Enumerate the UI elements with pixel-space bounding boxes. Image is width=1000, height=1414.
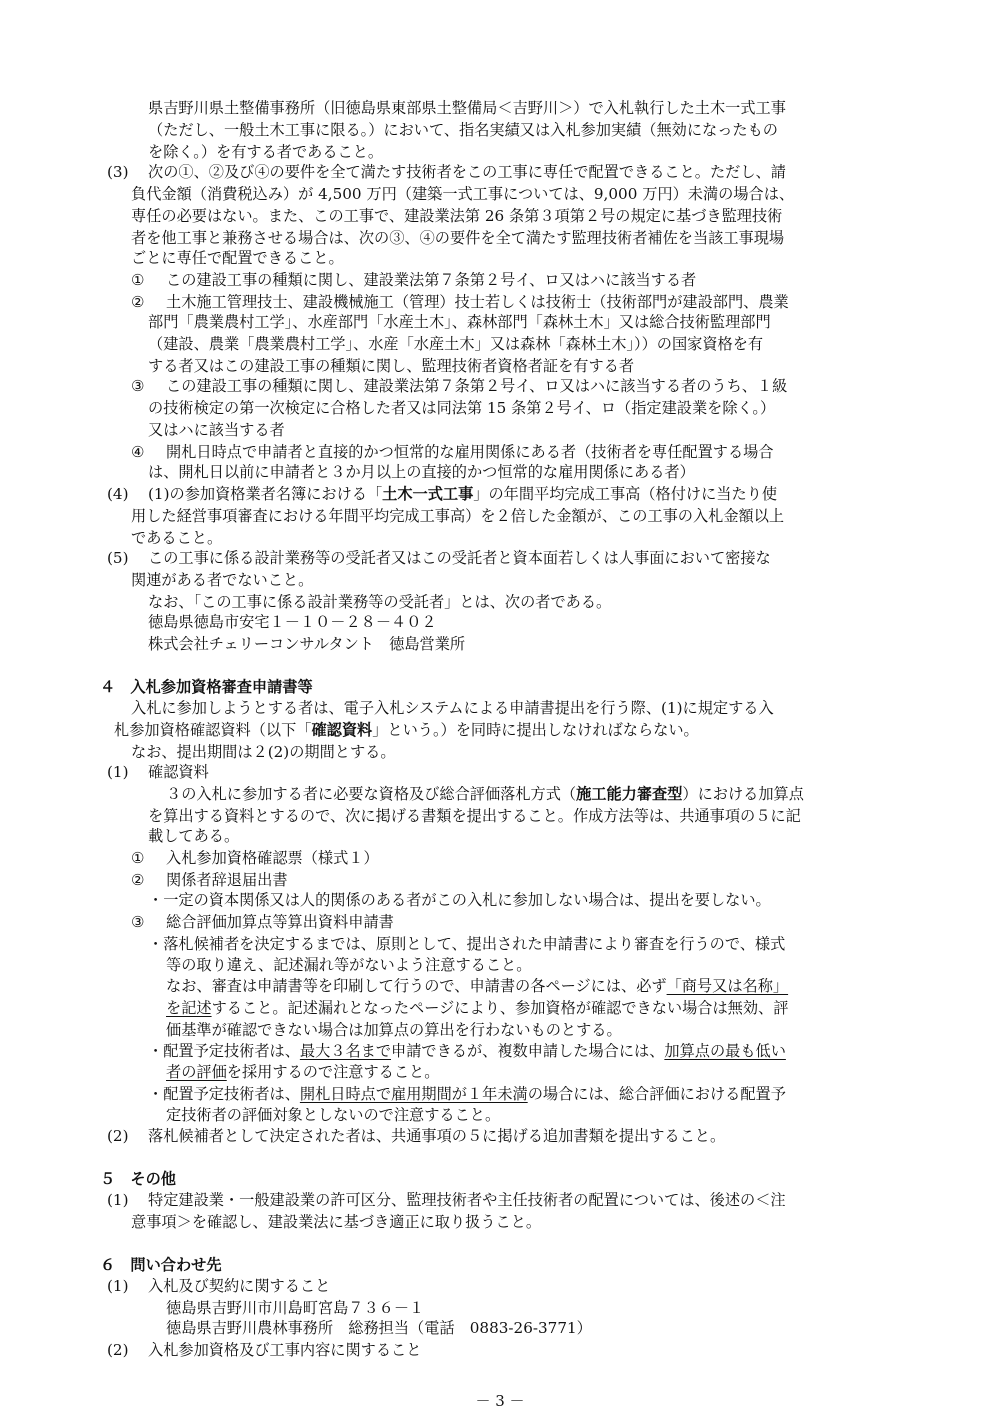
item-number: (5): [107, 549, 129, 567]
paragraph-line: 定技術者の評価対象としないので注意すること。: [166, 1106, 501, 1124]
paragraph-line: 入札参加資格確認票（様式１）: [166, 849, 379, 867]
section-heading-5: ５ その他: [100, 1170, 176, 1188]
paragraph-line: を除く。）を有する者であること。: [148, 143, 384, 161]
paragraph-line: 者を他工事と兼務させる場合は、次の③、④の要件を全て満たす監理技術者補佐を当該工事現場: [131, 229, 785, 247]
section-heading-6: ６ 問い合わせ先: [100, 1256, 222, 1274]
paragraph-line: [166, 998, 788, 1019]
paragraph-line: この建設工事の種類に関し、建設業法第７条第２号イ、ロ又はハに該当する者: [166, 271, 697, 289]
paragraph-line: を算出する資料とするので、次に掲げる書類を提出すること。作成方法等は、共通事項の５に記: [148, 807, 801, 825]
bullet-line: ・落札候補者を決定するまでは、原則として、提出された申請書により審査を行うので、様式: [148, 935, 786, 953]
text-run: を採用するので注意すること。: [226, 1063, 440, 1081]
item-number: (2): [107, 1127, 129, 1145]
text-run: 」という。）を同時に提出しなければならない。: [372, 721, 699, 739]
paragraph-line: この工事に係る設計業務等の受託者又はこの受託者と資本面若しくは人事面において密接な: [148, 549, 771, 567]
paragraph-line: ごとに専任で配置できること。: [131, 249, 344, 267]
item-number: (4): [107, 485, 129, 503]
underlined-term: を記述: [166, 999, 212, 1017]
paragraph-line: 負代金額（消費税込み）が 4,500 万円（建築一式工事については、9,000 万円）未満の場合は、: [131, 185, 795, 203]
sub-item-number: ④: [131, 443, 145, 461]
paragraph-line: 次の①、②及び④の要件を全て満たす技術者をこの工事に専任で配置できること。ただし、請: [148, 163, 786, 181]
bold-term: 施工能力審査型: [576, 785, 683, 803]
page-number: － 3 －: [475, 1392, 525, 1410]
paragraph-line: 入札参加資格及び工事内容に関すること: [148, 1341, 422, 1359]
text-run: すること。記述漏れとなったページにより、参加資格が確認できない場合は無効、評: [211, 999, 789, 1017]
underlined-term: 者の評価: [166, 1063, 227, 1081]
bullet-line: [148, 1041, 786, 1062]
bold-term: 土木一式工事: [382, 485, 474, 503]
sub-item-number: ③: [131, 377, 145, 395]
underlined-term: 最大３名まで: [299, 1042, 391, 1060]
paragraph-line: 専任の必要はない。また、この工事で、建設業法第 26 条第３項第２号の規定に基づき監理技術: [131, 207, 783, 225]
text-run: 申請できるが、複数申請した場合には、: [391, 1042, 665, 1060]
sub-item-number: ①: [131, 271, 145, 289]
section-heading-4: ４ 入札参加資格審査申請書等: [100, 678, 313, 696]
item-number: (2): [107, 1341, 129, 1359]
text-run: ）における加算点: [682, 785, 804, 803]
paragraph-line: 意事項＞を確認し、建設業法に基づき適正に取り扱うこと。: [131, 1213, 542, 1231]
paragraph-line: の技術検定の第一次検定に合格した者又は同法第 15 条第２号イ、ロ（指定建設業を除く。）: [148, 399, 776, 417]
contact-line: 徳島県吉野川農林事務所 総務担当（電話 0883-26-3771）: [166, 1319, 592, 1337]
text-run: (1)の参加資格業者名簿における「: [148, 485, 383, 503]
paragraph-line: 部門「農業農村工学」、水産部門「水産土木」、森林部門「森林土木」又は総合技術監理部門: [148, 313, 771, 331]
text-run: 」の年間平均完成工事高（格付けに当たり使: [473, 485, 778, 503]
sub-item-number: ③: [131, 913, 145, 931]
item-number: (3): [107, 163, 129, 181]
paragraph-line: なお、「この工事に係る設計業務等の受託者」とは、次の者である。: [148, 593, 612, 611]
underlined-term: 「商号又は名称」: [666, 977, 789, 995]
bullet-line: [148, 1084, 786, 1105]
paragraph-line: 入札及び契約に関すること: [148, 1277, 331, 1295]
underlined-term: 加算点の最も低い: [664, 1042, 786, 1060]
paragraph-line: なお、提出期間は２(2)の期間とする。: [131, 743, 396, 761]
bullet-line: ・一定の資本関係又は人的関係のある者がこの入札に参加しない場合は、提出を要しない。: [148, 891, 771, 909]
paragraph-line: 関係者辞退届出書: [166, 871, 288, 889]
paragraph-line: 価基準が確認できない場合は加算点の算出を行わないものとする。: [166, 1021, 622, 1039]
paragraph-line: 開札日時点で申請者と直接的かつ恒常的な雇用関係にある者（技術者を専任配置する場合: [166, 443, 774, 461]
item-number: (1): [107, 763, 129, 781]
paragraph-line: する者又はこの建設工事の種類に関し、監理技術者資格者証を有する者: [148, 357, 634, 375]
item-number: (1): [107, 1191, 129, 1209]
text-run: 札参加資格確認資料（以下「: [114, 721, 312, 739]
paragraph-line: [166, 976, 788, 997]
bold-term: 確認資料: [311, 721, 373, 739]
text-run: ・配置予定技術者は、: [148, 1042, 300, 1060]
paragraph-line: 等の取り違え、記述漏れ等がないよう注意すること。: [166, 956, 532, 974]
subsection-title: 確認資料: [148, 763, 209, 781]
paragraph-line: [166, 1062, 439, 1083]
paragraph-line: [114, 720, 699, 741]
text-run: なお、審査は申請書等を印刷して行うので、申請書の各ページには、必ず: [166, 977, 667, 995]
paragraph-line: 県吉野川県土整備事務所（旧徳島県東部県土整備局＜吉野川＞）で入札執行した土木一式工事: [148, 99, 786, 117]
company-line: 株式会社チェリーコンサルタント 徳島営業所: [148, 635, 466, 653]
paragraph-line: 土木施工管理技士、建設機械施工（管理）技士若しくは技術士（技術部門が建設部門、農業: [166, 293, 789, 311]
address-line: 徳島県吉野川市川島町宮島７３６－１: [166, 1299, 425, 1317]
sub-item-number: ②: [131, 871, 145, 889]
paragraph-line: 総合評価加算点等算出資料申請書: [166, 913, 394, 931]
text-run: の場合には、総合評価における配置予: [527, 1085, 786, 1103]
underlined-term: 開札日時点で雇用期間が１年未満: [299, 1085, 528, 1103]
paragraph-line: であること。: [131, 529, 223, 547]
paragraph-line: は、開札日以前に申請者と３か月以上の直接的かつ恒常的な雇用関係にある者）: [148, 463, 695, 481]
paragraph-line: [166, 784, 804, 805]
paragraph-line: 特定建設業・一般建設業の許可区分、監理技術者や主任技術者の配置については、後述の＜注: [148, 1191, 786, 1209]
paragraph-line: 用した経営事項審査における年間平均完成工事高）を２倍した金額が、この工事の入札金額以上: [131, 507, 785, 525]
text-run: ・配置予定技術者は、: [148, 1085, 300, 1103]
paragraph-line: 入札に参加しようとする者は、電子入札システムによる申請書提出を行う際、(1)に規定する入: [131, 699, 774, 717]
sub-item-number: ①: [131, 849, 145, 867]
paragraph-line: （建設、農業「農業農村工学」、水産「水産土木」又は森林「森林土木」））の国家資格を有: [148, 335, 764, 353]
item-number: (1): [107, 1277, 129, 1295]
paragraph-line: この建設工事の種類に関し、建設業法第７条第２号イ、ロ又はハに該当する者のうち、１級: [166, 377, 788, 395]
paragraph-line: 又はハに該当する者: [148, 421, 285, 439]
paragraph-line: 関連がある者でないこと。: [131, 571, 314, 589]
paragraph-line: [148, 484, 777, 505]
text-run: ３の入札に参加する者に必要な資格及び総合評価落札方式（: [166, 785, 577, 803]
address-line: 徳島県徳島市安宅１－１０－２８－４０２: [148, 613, 437, 631]
paragraph-line: 落札候補者として決定された者は、共通事項の５に掲げる追加書類を提出すること。: [148, 1127, 726, 1145]
paragraph-line: （ただし、一般土木工事に限る。）において、指名実績又は入札参加実績（無効になったもの: [148, 121, 778, 139]
sub-item-number: ②: [131, 293, 145, 311]
paragraph-line: 載してある。: [148, 827, 240, 845]
